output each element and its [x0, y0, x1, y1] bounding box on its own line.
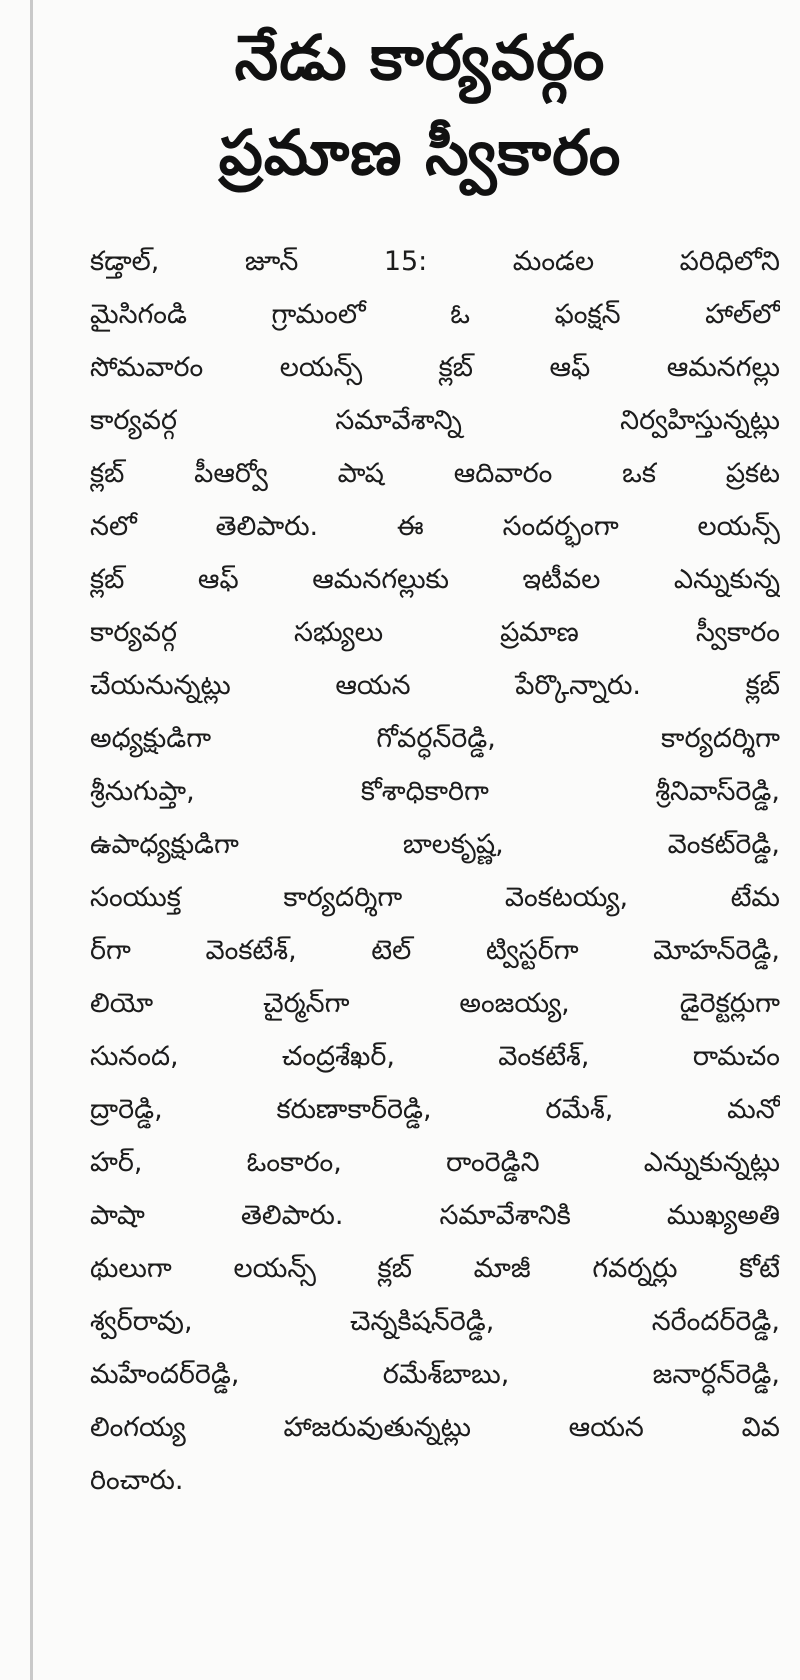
article-line: మైసిగండి గ్రామంలో ఓ ఫంక్షన్ హాల్‌లో — [90, 299, 780, 330]
article-line: రించారు. — [90, 1465, 184, 1496]
article-line: లింగయ్య హాజరువుతున్నట్లు ఆయన వివ — [90, 1412, 780, 1443]
headline-line-2: ప్రమాణ స్వీకారం — [218, 116, 622, 189]
article-line: ర్‌గా వెంకటేశ్, టెల్ ట్విస్టర్‌గా మోహన్‌రెడ్డి, — [90, 935, 780, 966]
article-line: హర్, ఓంకారం, రాంరెడ్డిని ఎన్నుకున్నట్లు — [90, 1147, 780, 1178]
article-line: క్లబ్ ఆఫ్ ఆమనగల్లుకు ఇటీవల ఎన్నుకున్న — [90, 564, 780, 595]
column-divider — [30, 0, 33, 1680]
article-line: కార్యవర్గ సభ్యులు ప్రమాణ స్వీకారం — [90, 617, 780, 648]
article-line: పాషా తెలిపారు. సమావేశానికి ముఖ్యఅతి — [90, 1200, 780, 1231]
headline-line-1: నేడు కార్యవర్గం — [234, 21, 606, 94]
article-line: సునంద, చంద్రశేఖర్, వెంకటేశ్, రామచం — [90, 1041, 780, 1072]
headline — [60, 10, 780, 200]
article-line: శ్వర్‌రావు, చెన్నకిషన్‌రెడ్డి, నరేందర్‌రెడ్డి, — [90, 1306, 780, 1337]
article-line: సంయుక్త కార్యదర్శిగా వెంకటయ్య, టేమ — [90, 882, 780, 913]
article-body — [90, 235, 780, 1655]
article-line: కడ్తాల్, జూన్ 15: మండల పరిధిలోని — [90, 246, 780, 277]
article-line: అధ్యక్షుడిగా గోవర్ధన్‌రెడ్డి, కార్యదర్శిగా — [90, 723, 780, 754]
article-line: ద్రారెడ్డి, కరుణాకార్‌రెడ్డి, రమేశ్, మనో — [90, 1094, 780, 1125]
article-line: చేయనున్నట్లు ఆయన పేర్కొన్నారు. క్లబ్ — [90, 670, 780, 701]
article-line: థులుగా లయన్స్ క్లబ్ మాజీ గవర్నర్లు కోటే — [90, 1253, 780, 1284]
article-line: కార్యవర్గ సమావేశాన్ని నిర్వహిస్తున్నట్లు — [90, 405, 780, 436]
article-line: లియో చైర్మన్‌గా అంజయ్య, డైరెక్టర్లుగా — [90, 988, 780, 1019]
article-line: శ్రీనుగుప్తా, కోశాధికారిగా శ్రీనివాస్‌రెడ్డి, — [90, 776, 780, 807]
article-line: క్లబ్ పీఆర్వో పాష ఆదివారం ఒక ప్రకట — [90, 458, 780, 489]
article-line: మహేందర్‌రెడ్డి, రమేశ్‌బాబు, జనార్ధన్‌రెడ్డి, — [90, 1359, 780, 1390]
article-line: సోమవారం లయన్స్ క్లబ్ ఆఫ్ ఆమనగల్లు — [90, 352, 780, 383]
article-line: ఉపాధ్యక్షుడిగా బాలకృష్ణ, వెంకట్‌రెడ్డి, — [90, 829, 780, 860]
article-line: నలో తెలిపారు. ఈ సందర్భంగా లయన్స్ — [90, 511, 780, 542]
